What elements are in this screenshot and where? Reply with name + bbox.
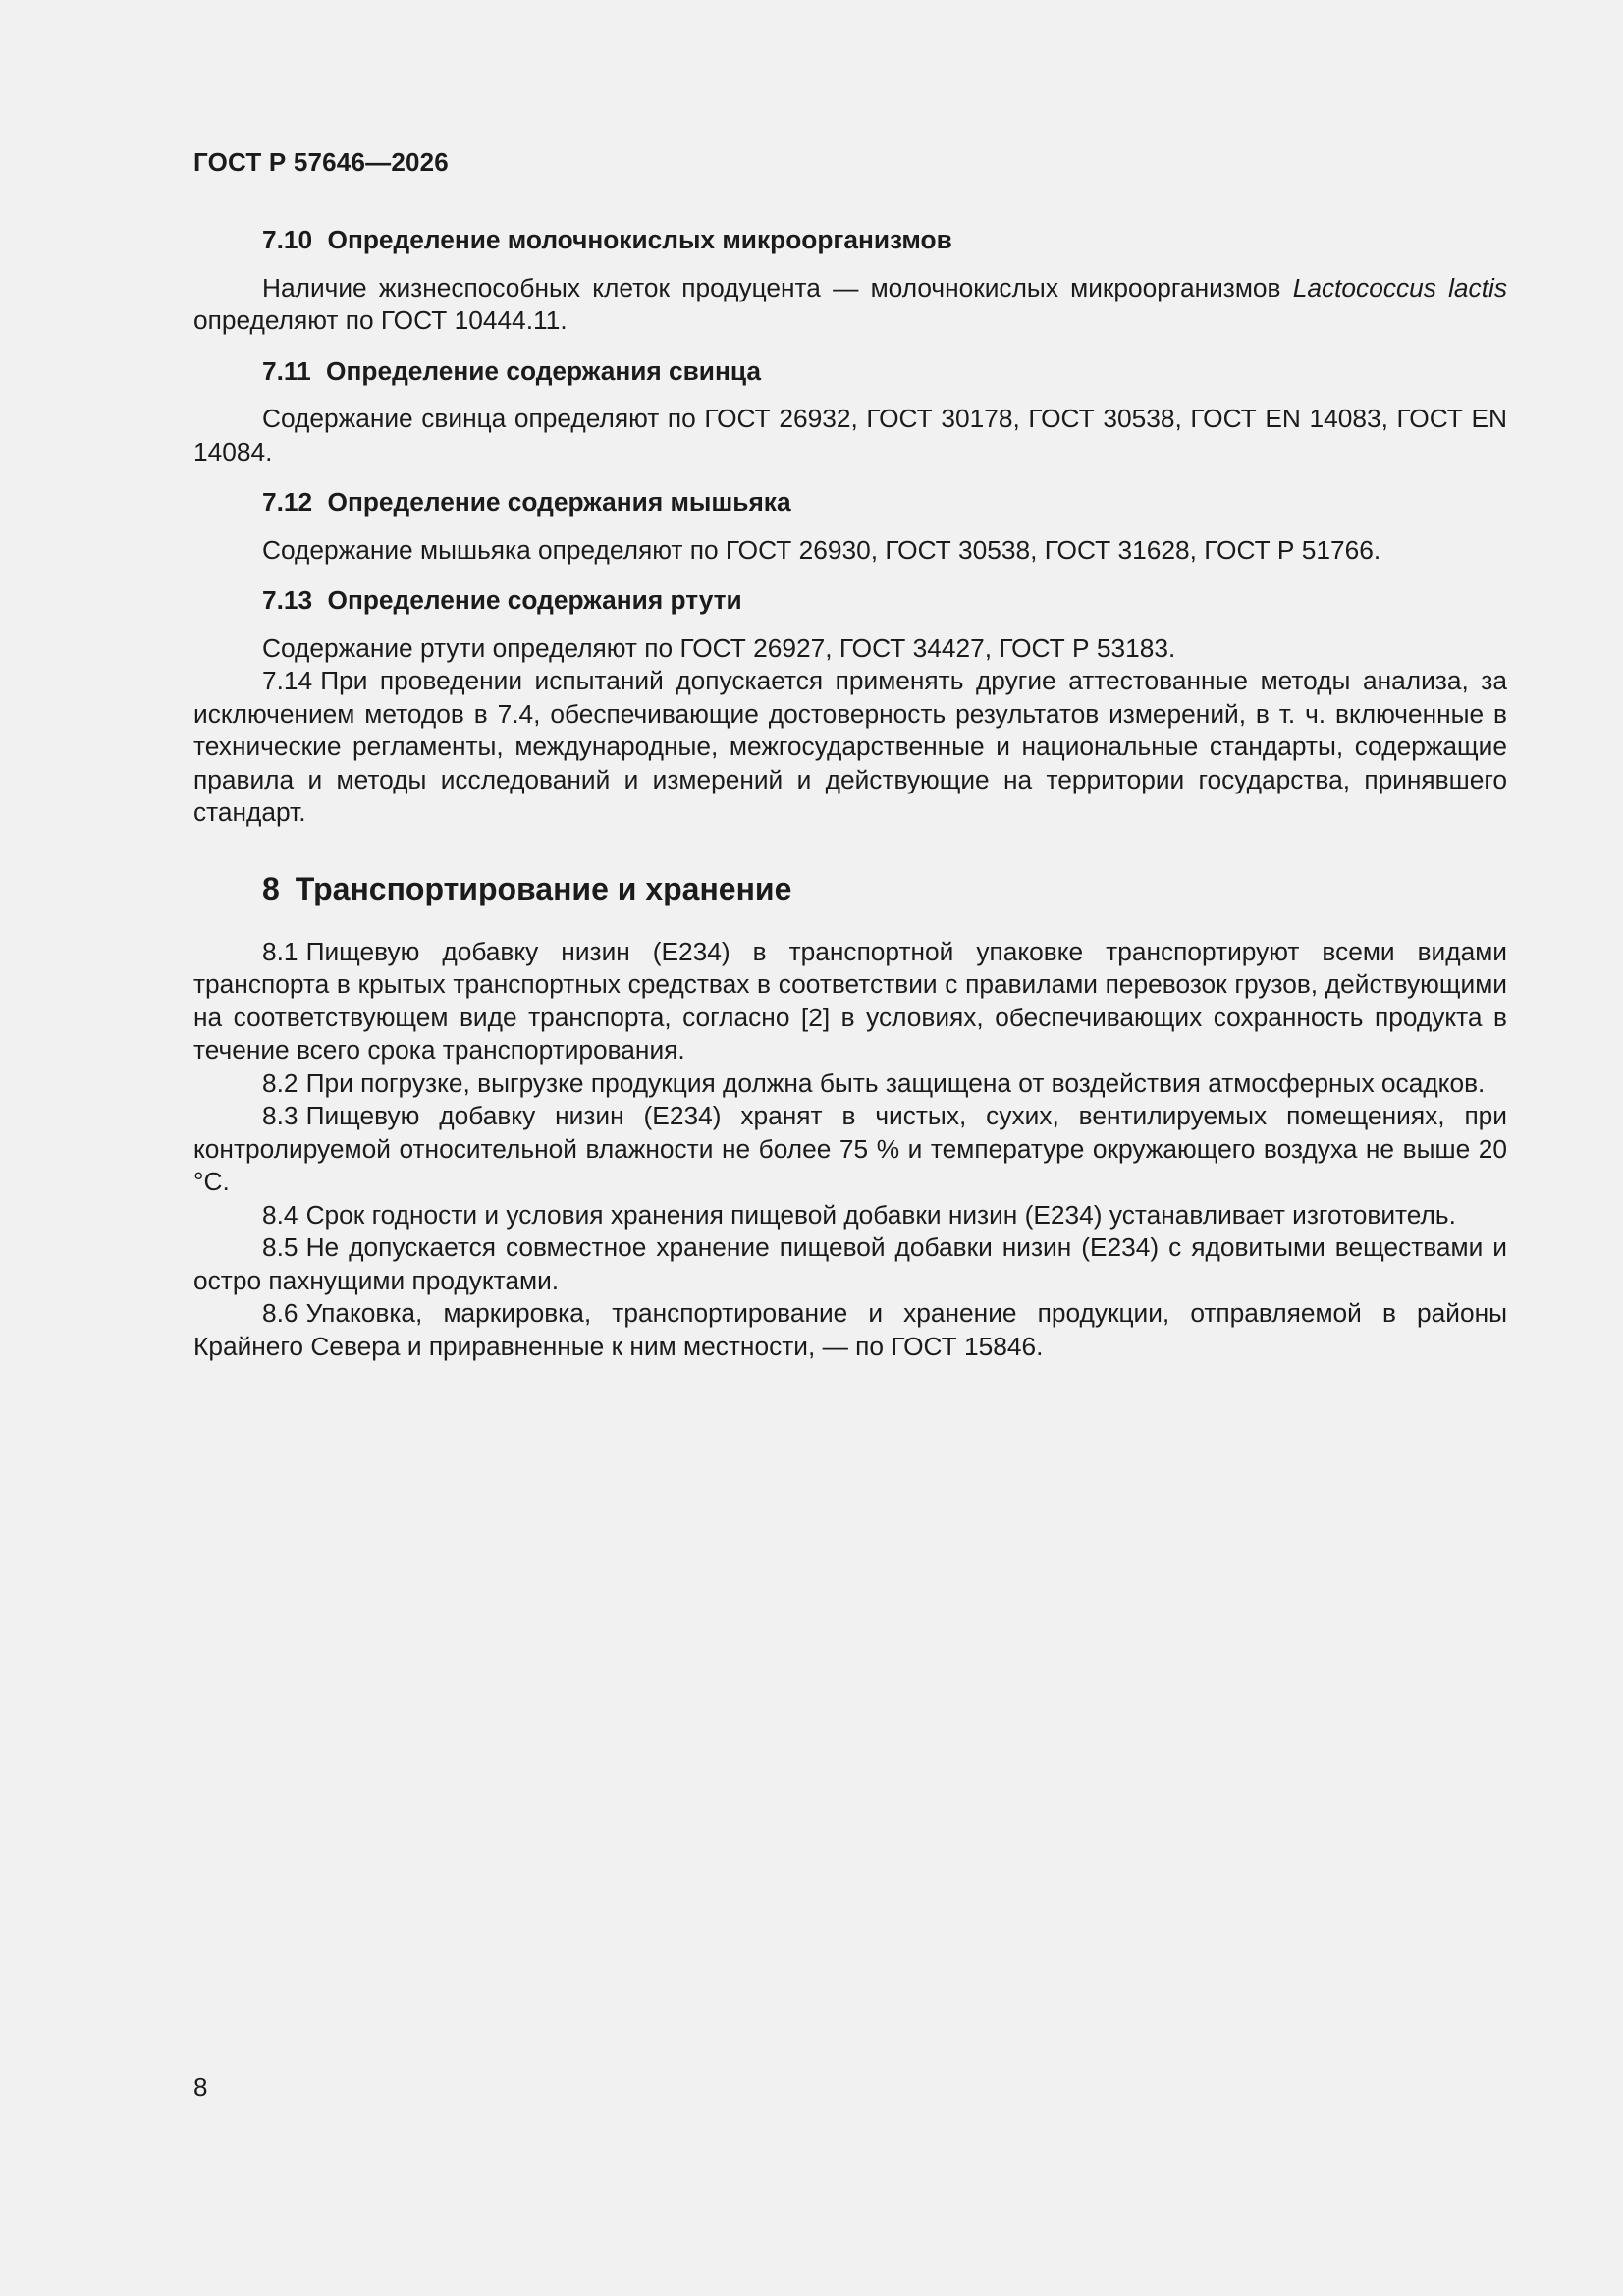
subsection-7-13-heading: [193, 584, 1507, 618]
subsection-7-10-heading: [193, 224, 1507, 257]
clause-text: Пищевую добавку низин (Е234) в транспортной упаковке транспортируют всеми видами транспорта в крытых транспортных средствах в соответствии с правилами перевозок грузов, действующими на соответствующем виде транспорта, согласно [2] в условиях, обеспечивающих сохранность продукта в течение всего срока транспортирования.: [193, 936, 1507, 1065]
text-part: определяют по ГОСТ 10444.11.: [193, 305, 568, 335]
subsection-7-11-text: Содержание свинца определяют по ГОСТ 26932, ГОСТ 30178, ГОСТ 30538, ГОСТ EN 14083, ГОСТ EN 14084.: [193, 404, 1507, 466]
clause-number: 8.5: [262, 1232, 298, 1262]
subsection-7-12-text: Содержание мышьяка определяют по ГОСТ 26930, ГОСТ 30538, ГОСТ 31628, ГОСТ Р 51766.: [262, 534, 1381, 565]
clause-text: Срок годности и условия хранения пищевой добавки низин (Е234) устанавливает изготовитель.: [305, 1199, 1456, 1230]
document-code-header: ГОСТ Р 57646—2026: [193, 147, 449, 177]
page-number: 8: [193, 2072, 208, 2102]
clause-8-5: [193, 1231, 1507, 1297]
subsection-number: 7.10: [262, 225, 313, 254]
subsection-7-10-text: [193, 272, 1507, 338]
latin-species-name: Lactococcus lactis: [1292, 272, 1507, 302]
subsection-7-12-heading: [193, 486, 1507, 519]
clause-8-1: [193, 936, 1507, 1067]
subsection-number: 7.13: [262, 585, 313, 615]
subsection-title: Определение молочнокислых микроорганизмов: [327, 225, 952, 254]
clause-text: При погрузке, выгрузке продукция должна быть защищена от воздействия атмосферных осадков.: [305, 1067, 1486, 1098]
clause-text: При проведении испытаний допускается применять другие аттестованные методы анализа, за исключением методов в 7.4, обеспечивающие достоверность результатов измерений, в т. ч. включенные в технические регламенты, международные, межгосударственные и национальные стандарты, содержащие правила и методы исследований и измерений и действующие на территории государства, принявшего стандарт.: [193, 666, 1507, 827]
clause-number: 8.2: [262, 1067, 298, 1098]
section-8-heading: [193, 869, 1507, 908]
clause-text: Пищевую добавку низин (Е234) хранят в чистых, сухих, вентилируемых помещениях, при контролируемой относительной влажности не более 75 % и температуре окружающего воздуха не выше 20 °C.: [193, 1101, 1507, 1196]
section-title: Транспортирование и хранение: [295, 870, 792, 906]
text-part: Наличие жизнеспособных клеток продуцента — молочнокислых микроорганизмов: [262, 272, 1293, 302]
clause-text: Не допускается совместное хранение пищевой добавки низин (Е234) с ядовитыми веществами и остро пахнущими продуктами.: [193, 1232, 1507, 1295]
subsection-number: 7.12: [262, 487, 313, 517]
clause-number: 7.14: [262, 666, 313, 695]
clause-8-4: [193, 1199, 1507, 1232]
section-number: 8: [262, 870, 280, 906]
clause-number: 8.1: [262, 936, 298, 966]
clause-8-6: [193, 1297, 1507, 1363]
clause-number: 8.3: [262, 1101, 298, 1130]
clause-number: 8.4: [262, 1199, 298, 1230]
clause-8-3: [193, 1100, 1507, 1199]
subsection-title: Определение содержания свинца: [326, 355, 761, 386]
clause-text: Упаковка, маркировка, транспортирование и хранение продукции, отправляемой в районы Крайнего Севера и приравненные к ним местности, — по ГОСТ 15846.: [193, 1298, 1507, 1361]
subsection-7-11-heading: [193, 355, 1507, 389]
clause-number: 8.6: [262, 1298, 298, 1328]
clause-7-14: [193, 665, 1507, 830]
clause-8-2: [193, 1067, 1507, 1101]
page-content: [193, 224, 1507, 1363]
subsection-7-13-text: Содержание ртути определяют по ГОСТ 26927, ГОСТ 34427, ГОСТ Р 53183.: [262, 632, 1176, 663]
subsection-number: 7.11: [262, 355, 311, 386]
subsection-title: Определение содержания мышьяка: [327, 487, 791, 517]
subsection-title: Определение содержания ртути: [327, 585, 742, 615]
